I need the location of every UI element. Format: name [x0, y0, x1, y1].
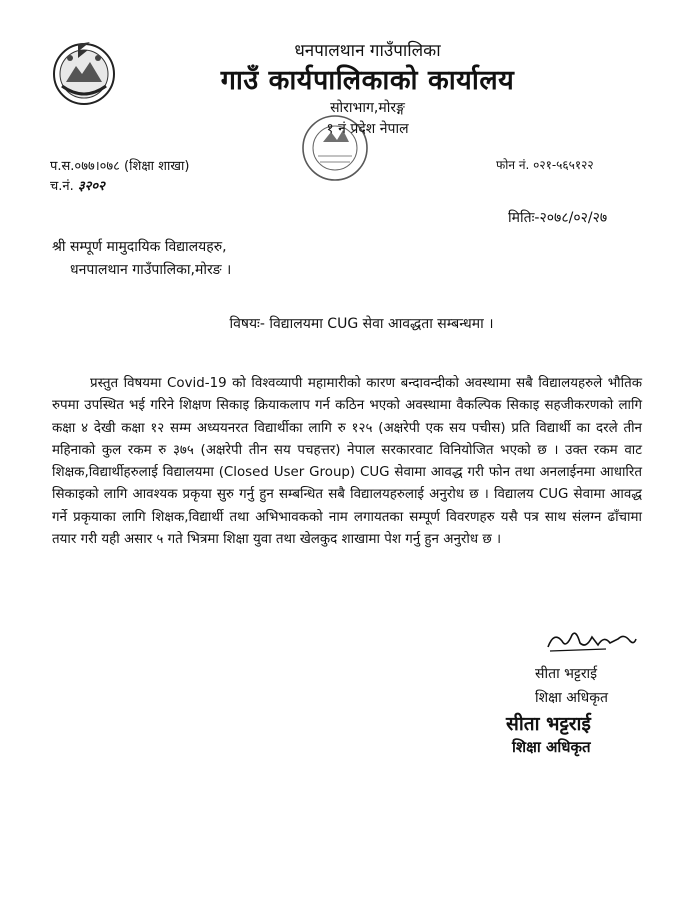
address-line-1: सोराभाग,मोरङ्ग [330, 100, 405, 116]
address-line-2: १ नं प्रदेश नेपाल [326, 121, 409, 137]
patra-sankhya: प.स.०७७।०७८ (शिक्षा शाखा) [50, 159, 190, 174]
municipality-name: धनपालथान गाउँपालिका [294, 41, 441, 61]
phone-number: फोन नं. ०२१-५६५१२२ [496, 158, 594, 172]
handwritten-signature-icon [546, 627, 638, 653]
signatory-title: शिक्षा अधिकृत [535, 690, 608, 706]
office-title: गाउँ कार्यपालिकाको कार्यालय [220, 65, 515, 96]
chalani-number [50, 176, 105, 194]
recipient-line-2: धनपालथान गाउँपालिका,मोरङ । [70, 262, 232, 278]
body-paragraph: प्रस्तुत विषयमा Covid-19 को विश्वव्यापी महामारीको कारण बन्दावन्दीको अवस्थामा सबै विद्यालयहरुले भौतिक रुपमा उपस्थित भई गरिने शिक्षण सिकाइ क्रियाकलाप गर्न कठिन भएको अवस्थामा वैकल्पिक सिकाइ सहजीकरणको लागि कक्षा ४ देखी कक्षा १२ सम्म अध्ययनरत विद्यार्थीका लागि रु १२५ (अक्षरेपी एक सय पचीस) प्रति विद्यार्थी का दरले तीन महिनाको कुल रकम रु ३७५ (अक्षरेपी तीन सय पचहत्तर) नेपाल सरकारवाट विनियोजित भएको छ । उक्त रकम वाट शिक्षक,विद्यार्थीहरुलाई विद्यालयमा (Closed User Group) CUG सेवामा आवद्ध गरी फोन तथा अनलाईनमा आधारित सिकाइको लागि आवश्यक प्रकृया सुरु गर्नु हुन सम्बन्धित सबै विद्यालयहरुलाई अनुरोध छ । विद्यालय CUG सेवामा आवद्ध गर्ने प्रकृयाका लागि शिक्षक,विद्यार्थी तथा अभिभावकको नाम लगायतका सम्पूर्ण विवरणहरु यसै पत्र साथ संलग्न ढाँचामा तयार गरी यही असार ५ गते भित्रमा शिक्षा युवा तथा खेलकुद शाखामा पेश गर्नु हुन अनुरोध छ । [52, 376, 642, 548]
chalani-label: च.नं. [50, 179, 74, 194]
title-stamp: शिक्षा अधिकृत [512, 738, 591, 756]
letter-date: मितिः-२०७८/०२/२७ [508, 210, 608, 226]
office-stamp-icon [296, 112, 374, 184]
chalani-value: ३२०२ [77, 179, 105, 194]
name-stamp: सीता भट्टराई [506, 713, 591, 735]
subject-line: विषयः- विद्यालयमा CUG सेवा आवद्धता सम्बन्धमा । [229, 316, 494, 332]
recipient-line-1: श्री सम्पूर्ण मामुदायिक विद्यालयहरु, [52, 239, 227, 255]
signatory-name: सीता भट्टराई [535, 666, 598, 682]
letter-body [52, 373, 642, 551]
